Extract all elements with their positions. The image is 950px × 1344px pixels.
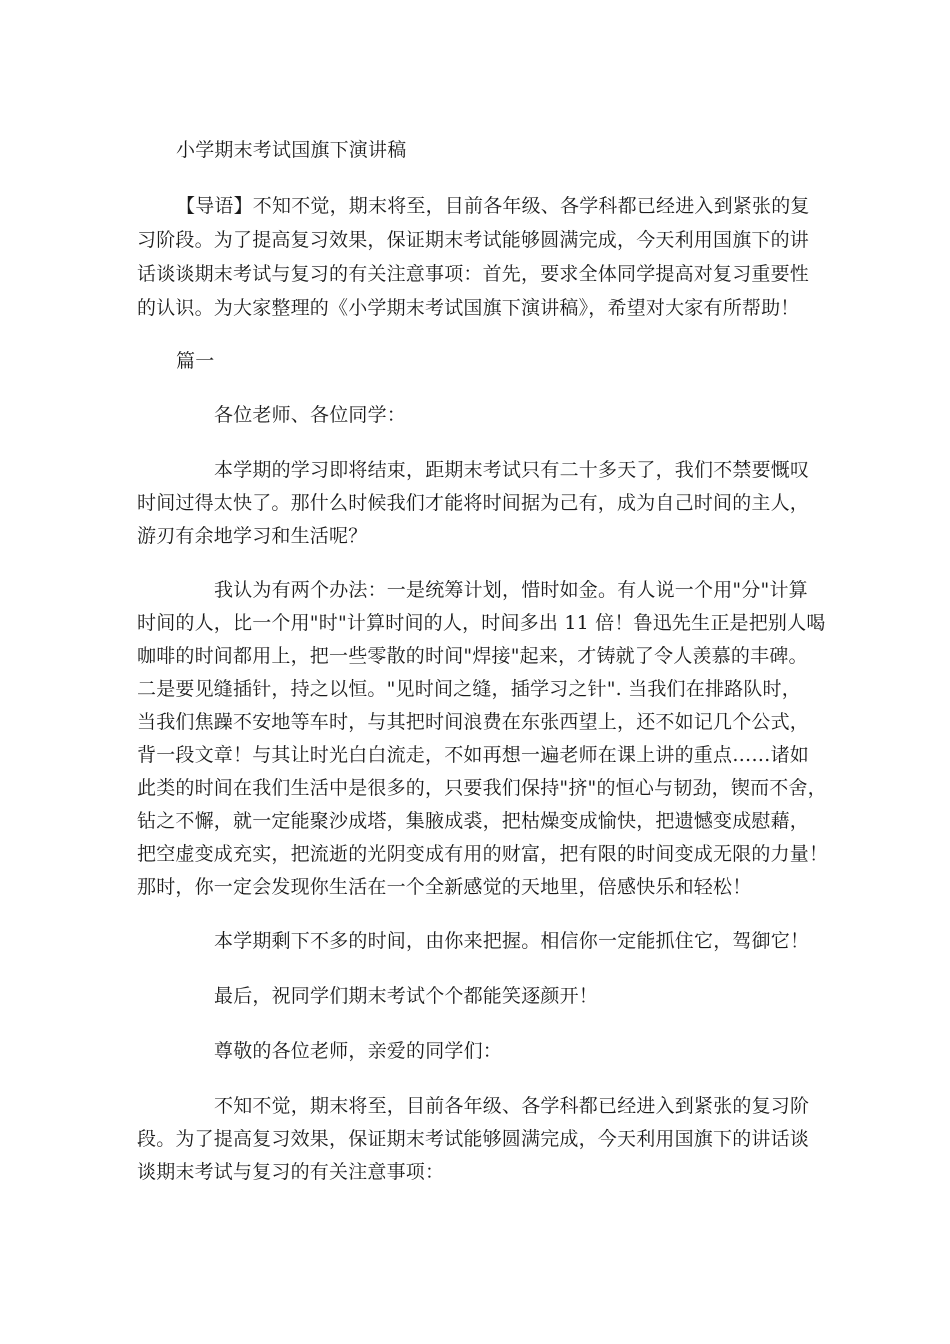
paragraph-line: 谈期末考试与复习的有关注意事项：	[137, 1161, 445, 1183]
paragraph-line: 二是要见缝插针，持之以恒。"见时间之缝，插学习之针". 当我们在排路队时，	[137, 678, 801, 700]
document-title: 小学期末考试国旗下演讲稿	[176, 139, 407, 161]
intro-line: 的认识。为大家整理的《小学期末考试国旗下演讲稿》，希望对大家有所帮助！	[137, 297, 800, 319]
intro-line: 习阶段。为了提高复习效果，保证期末考试能够圆满完成，今天利用国旗下的讲	[137, 229, 810, 251]
paragraph-line: 我认为有两个办法：一是统筹计划，惜时如金。有人说一个用"分"计算	[214, 579, 808, 601]
paragraph-line: 段。为了提高复习效果，保证期末考试能够圆满完成，今天利用国旗下的讲话谈	[137, 1128, 810, 1150]
paragraph-line: 此类的时间在我们生活中是很多的，只要我们保持"挤"的恒心与韧劲，锲而不舍，	[137, 777, 827, 799]
paragraph-line: 把空虚变成充实，把流逝的光阴变成有用的财富，把有限的时间变成无限的力量！	[137, 843, 829, 865]
paragraph-line: 钻之不懈，就一定能聚沙成塔，集腋成裘，把枯燥变成愉快，把遗憾变成慰藉，	[137, 810, 810, 832]
paragraph-line: 不知不觉，期末将至，目前各年级、各学科都已经进入到紧张的复习阶	[214, 1095, 810, 1117]
paragraph-line: 当我们焦躁不安地等车时，与其把时间浪费在东张西望上，还不如记几个公式，	[137, 711, 810, 733]
paragraph-line: 时间过得太快了。那什么时候我们才能将时间据为己有，成为自己时间的主人，	[137, 492, 810, 514]
intro-line: 话谈谈期末考试与复习的有关注意事项：首先，要求全体同学提高对复习重要性	[137, 263, 810, 285]
paragraph-line: 背一段文章！与其让时光白白流走，不如再想一遍老师在课上讲的重点……诸如	[137, 744, 810, 766]
paragraph-line: 咖啡的时间都用上，把一些零散的时间"焊接"起来，才铸就了令人羡慕的丰碑。	[137, 645, 808, 667]
paragraph-line: 时间的人，比一个用"时"计算时间的人，时间多出 11 倍！鲁迅先生正是把别人喝	[137, 612, 826, 634]
greeting: 尊敬的各位老师，亲爱的同学们：	[214, 1040, 503, 1062]
greeting: 各位老师、各位同学：	[214, 404, 407, 426]
intro-line: 【导语】不知不觉，期末将至，目前各年级、各学科都已经进入到紧张的复	[176, 195, 810, 217]
paragraph-line: 最后，祝同学们期末考试个个都能笑逐颜开！	[214, 985, 599, 1007]
paragraph-line: 本学期剩下不多的时间，由你来把握。相信你一定能抓住它，驾御它！	[214, 930, 810, 952]
section-label: 篇一	[176, 350, 215, 372]
paragraph-line: 本学期的学习即将结束，距期末考试只有二十多天了，我们不禁要慨叹	[214, 459, 810, 481]
paragraph-line: 游刃有余地学习和生活呢？	[137, 525, 368, 547]
paragraph-line: 那时，你一定会发现你生活在一个全新感觉的天地里，倍感快乐和轻松！	[137, 876, 752, 898]
